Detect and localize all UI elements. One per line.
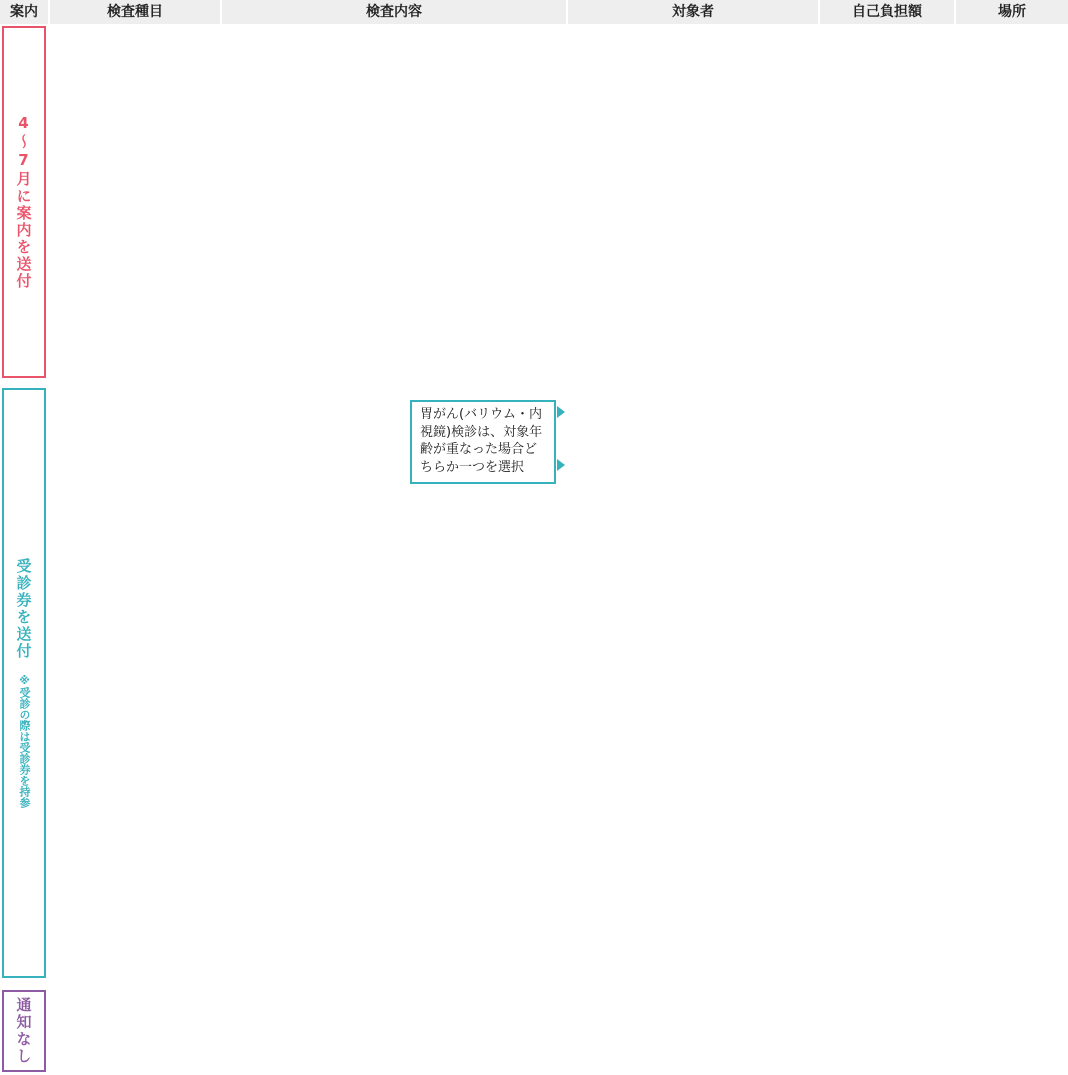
- header-target: 対象者: [568, 0, 818, 24]
- header-type: 検査種目: [50, 0, 220, 24]
- header-guide: 案内: [0, 0, 48, 24]
- group-purple-label: 通知なし: [14, 997, 33, 1065]
- callout-arrow-1: [557, 406, 565, 418]
- group-pink: [2, 26, 46, 378]
- header-cost: 自己負担額: [820, 0, 954, 24]
- group-teal-note: ※受診の際は受診券を持参: [18, 674, 31, 808]
- header-content: 検査内容: [222, 0, 566, 24]
- group-pink-label: 4〜7月に案内を送付: [14, 114, 33, 290]
- group-purple: [2, 990, 46, 1072]
- callout-arrow-2: [557, 459, 565, 471]
- header-place: 場所: [956, 0, 1068, 24]
- callout-note: 胃がん(バリウム・内視鏡)検診は、対象年齢が重なった場合どちらか一つを選択: [410, 400, 556, 484]
- group-teal: [2, 388, 46, 978]
- group-teal-label: 受診券を送付: [14, 558, 33, 660]
